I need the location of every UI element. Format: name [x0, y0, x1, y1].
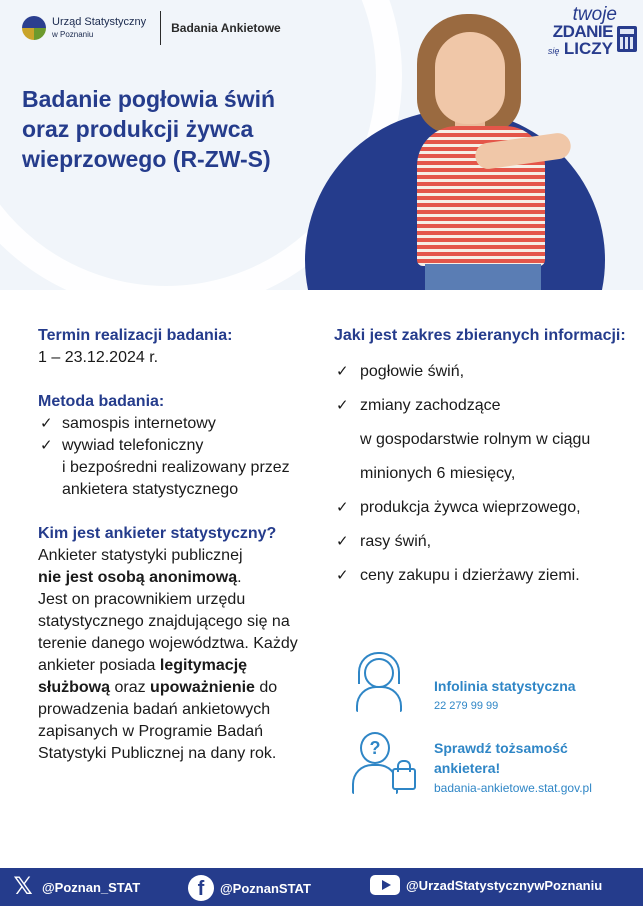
person-face	[435, 32, 505, 124]
social-footer	[0, 868, 643, 906]
hotline-row[interactable]	[350, 650, 630, 728]
method-text: samospis internetowy	[62, 415, 216, 432]
campaign-logo	[545, 6, 637, 59]
about-bold: nie jest osobą anonimową	[38, 569, 238, 586]
x-logo-icon: 𝕏	[13, 873, 33, 900]
identity-lock-icon: ?	[350, 728, 410, 798]
about-text: oraz	[114, 679, 146, 696]
youtube-link[interactable]	[370, 875, 602, 895]
scope-item	[334, 355, 634, 389]
facebook-handle: @PoznanSTAT	[220, 880, 311, 896]
calculator-icon	[617, 26, 637, 52]
scope-text: rasy świń,	[360, 533, 432, 550]
about-paragraph-1	[38, 545, 318, 589]
right-column	[334, 325, 634, 593]
org-name	[52, 17, 146, 40]
about-bold: upoważnienie	[150, 679, 255, 696]
x-link[interactable]	[10, 875, 140, 899]
contact-section	[350, 650, 630, 806]
person-jeans	[425, 264, 541, 290]
section-name: Badania Ankietowe	[171, 21, 281, 35]
scope-text: produkcja żywca wieprzowego,	[360, 499, 581, 516]
facebook-link[interactable]	[188, 875, 311, 901]
method-item	[38, 413, 318, 435]
left-column	[38, 325, 318, 765]
facebook-icon: f	[188, 875, 214, 901]
verify-text	[434, 738, 624, 796]
method-item	[38, 435, 318, 501]
about-text: .	[237, 569, 242, 586]
logo-divider	[160, 11, 161, 45]
hotline-phone[interactable]: 22 279 99 99	[434, 700, 499, 712]
scope-item	[334, 389, 634, 491]
brand-line-1: twoje	[572, 4, 617, 25]
scope-item	[334, 525, 634, 559]
verify-row	[350, 728, 630, 806]
hotline-text	[434, 676, 576, 714]
brand-line-3a: się	[547, 46, 560, 56]
scope-text: ceny zakupu i dzierżawy ziemi.	[360, 567, 580, 584]
about-bold: legitymację służbową	[38, 657, 248, 696]
org-name-line: Urząd Statystyczny	[52, 15, 147, 28]
org-city: w Poznaniu	[52, 29, 94, 39]
brand-line-2: ZDANIE	[552, 22, 613, 41]
x-handle: @Poznan_STAT	[42, 879, 141, 895]
gus-logo-icon	[22, 16, 46, 40]
about-text: do prowadzenia badań ankietowych zapisanych w Programie Badań Statystyki Publicznej na dany rok.	[38, 679, 278, 762]
who-heading: Kim jest ankieter statystyczny?	[38, 525, 277, 542]
about-paragraph-2	[38, 589, 318, 765]
scope-item	[334, 559, 634, 593]
method-continuation: i bezpośredni realizowany przez ankietera statystycznego	[62, 459, 290, 498]
term-value: 1 – 23.12.2024 r.	[38, 349, 159, 366]
about-text: Jest on pracownikiem urzędu statystycznego znajdującego się na terenie danego województwa. Każdy ankieter posiada	[38, 591, 298, 674]
scope-continuation: w gospodarstwie rolnym w ciągu minionych 6 miesięcy,	[360, 431, 591, 482]
brand-line-3b: LICZY	[563, 39, 613, 58]
organization-logo[interactable]	[22, 10, 281, 46]
scope-heading: Jaki jest zakres zbieranych informacji:	[334, 327, 626, 344]
about-text: Ankieter statystyki publicznej	[38, 547, 243, 564]
scope-list	[334, 355, 634, 593]
method-heading: Metoda badania:	[38, 393, 165, 410]
term-heading: Termin realizacji badania:	[38, 327, 233, 344]
method-list	[38, 413, 318, 501]
page-title: Badanie pogłowia świń oraz produkcji żywca wieprzowego (R-ZW-S)	[22, 86, 276, 172]
scope-text: zmiany zachodzące	[360, 397, 501, 414]
scope-item	[334, 491, 634, 525]
youtube-handle: @UrzadStatystycznywPoznaniu	[406, 877, 603, 893]
method-text: wywiad telefoniczny	[62, 437, 204, 454]
verify-title: Sprawdź tożsamość ankietera!	[434, 740, 568, 776]
youtube-icon	[370, 875, 400, 895]
verify-link[interactable]: badania-ankietowe.stat.gov.pl	[434, 781, 592, 795]
hotline-title: Infolinia statystyczna	[434, 678, 576, 694]
scope-text: pogłowie świń,	[360, 363, 465, 380]
hero-banner	[0, 0, 643, 290]
headset-icon	[350, 650, 406, 712]
